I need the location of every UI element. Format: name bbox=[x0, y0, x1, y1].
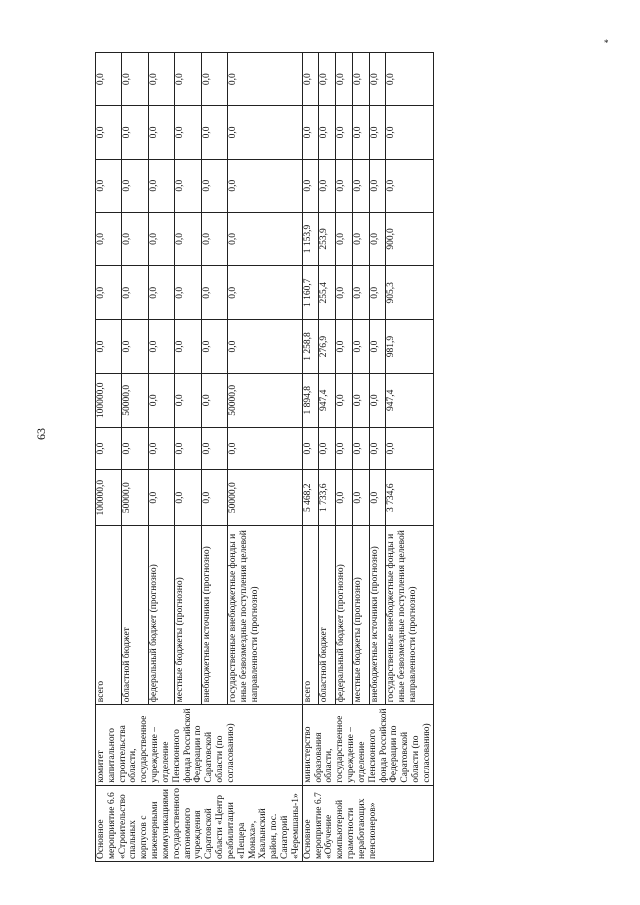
funding-source-cell: местные бюджеты (прогнозно) bbox=[352, 526, 369, 705]
amount-cell: 0,0 bbox=[122, 53, 148, 106]
amount-cell: 0,0 bbox=[175, 266, 201, 320]
amount-cell: 0,0 bbox=[175, 427, 201, 469]
event-name-cell: Основное мероприятие 6.6 «Строительство спальных корпусов с инженерными коммуникациями государственного автономного учреждения Саратовской области «Центр реабилитации «Пещера Монаха», Хвалынский район, пос. Санаторий «Черемшаны-1» bbox=[96, 785, 303, 861]
amount-cell: 0,0 bbox=[352, 106, 369, 159]
amount-cell: 905,3 bbox=[386, 266, 433, 320]
amount-cell: 0,0 bbox=[175, 53, 201, 106]
amount-cell: 0,0 bbox=[302, 106, 319, 159]
amount-cell: 0,0 bbox=[122, 159, 148, 212]
amount-cell: 0,0 bbox=[96, 427, 122, 469]
amount-cell: 0,0 bbox=[96, 212, 122, 265]
amount-cell: 0,0 bbox=[201, 427, 227, 469]
amount-cell: 0,0 bbox=[336, 320, 353, 373]
amount-cell: 253,9 bbox=[319, 212, 336, 265]
amount-cell: 0,0 bbox=[122, 266, 148, 320]
amount-cell: 50000,0 bbox=[227, 470, 302, 526]
amount-cell: 0,0 bbox=[319, 427, 336, 469]
amount-cell: 0,0 bbox=[122, 427, 148, 469]
amount-cell: 3 734,6 bbox=[386, 470, 433, 526]
amount-cell: 0,0 bbox=[201, 212, 227, 265]
amount-cell: 0,0 bbox=[201, 320, 227, 373]
amount-cell: 0,0 bbox=[336, 373, 353, 427]
event-name-cell: Основное мероприятие 6.7 «Обучение компьютерной грамотности неработающих пенсионеров» bbox=[302, 785, 433, 861]
amount-cell: 0,0 bbox=[336, 159, 353, 212]
table-row bbox=[302, 53, 319, 862]
amount-cell: 0,0 bbox=[227, 320, 302, 373]
amount-cell: 0,0 bbox=[386, 106, 433, 159]
executor-cell: комитет капитального строительства области, государственное учреждение – отделение Пенсионного фонда Российской Федерации по Саратовской области (по согласованию) bbox=[96, 705, 303, 785]
rotated-table-container bbox=[95, 52, 470, 862]
amount-cell: 0,0 bbox=[201, 266, 227, 320]
funding-source-cell: федеральный бюджет (прогнозно) bbox=[148, 526, 174, 705]
amount-cell: 0,0 bbox=[96, 266, 122, 320]
amount-cell: 0,0 bbox=[201, 106, 227, 159]
amount-cell: 0,0 bbox=[175, 106, 201, 159]
amount-cell: 1 258,8 bbox=[302, 320, 319, 373]
amount-cell: 0,0 bbox=[148, 106, 174, 159]
amount-cell: 0,0 bbox=[369, 427, 386, 469]
amount-cell: 0,0 bbox=[352, 159, 369, 212]
amount-cell: 0,0 bbox=[369, 53, 386, 106]
amount-cell: 0,0 bbox=[227, 427, 302, 469]
amount-cell: 1 153,9 bbox=[302, 212, 319, 265]
amount-cell: 0,0 bbox=[302, 427, 319, 469]
amount-cell: 0,0 bbox=[336, 106, 353, 159]
amount-cell: 0,0 bbox=[175, 159, 201, 212]
funding-source-cell: областной бюджет bbox=[122, 526, 148, 705]
amount-cell: 0,0 bbox=[227, 53, 302, 106]
amount-cell: 50000,0 bbox=[227, 373, 302, 427]
table-row bbox=[96, 53, 122, 862]
amount-cell: 50000,0 bbox=[122, 470, 148, 526]
amount-cell: 0,0 bbox=[96, 106, 122, 159]
amount-cell: 0,0 bbox=[148, 320, 174, 373]
amount-cell: 0,0 bbox=[96, 53, 122, 106]
amount-cell: 0,0 bbox=[352, 373, 369, 427]
funding-source-cell: всего bbox=[302, 526, 319, 705]
amount-cell: 0,0 bbox=[319, 53, 336, 106]
amount-cell: 0,0 bbox=[148, 266, 174, 320]
amount-cell: 1 733,6 bbox=[319, 470, 336, 526]
funding-source-cell: внебюджетные источники (прогнозно) bbox=[369, 526, 386, 705]
amount-cell: 0,0 bbox=[302, 53, 319, 106]
funding-table bbox=[95, 52, 434, 862]
amount-cell: 0,0 bbox=[175, 212, 201, 265]
amount-cell: 5 468,2 bbox=[302, 470, 319, 526]
amount-cell: 0,0 bbox=[369, 266, 386, 320]
amount-cell: 276,9 bbox=[319, 320, 336, 373]
amount-cell: 0,0 bbox=[352, 470, 369, 526]
amount-cell: 0,0 bbox=[148, 53, 174, 106]
amount-cell: 0,0 bbox=[336, 266, 353, 320]
funding-source-cell: всего bbox=[96, 526, 122, 705]
amount-cell: 0,0 bbox=[352, 266, 369, 320]
amount-cell: 0,0 bbox=[319, 106, 336, 159]
amount-cell: 0,0 bbox=[369, 373, 386, 427]
corner-mark: * bbox=[604, 38, 609, 48]
amount-cell: 50000,0 bbox=[122, 373, 148, 427]
amount-cell: 0,0 bbox=[96, 159, 122, 212]
amount-cell: 0,0 bbox=[369, 106, 386, 159]
executor-cell: министерство образования области, государственное учреждение – отделение Пенсионного фонда Российской Федерации по Саратовской области (по согласованию) bbox=[302, 705, 433, 785]
amount-cell: 0,0 bbox=[96, 320, 122, 373]
amount-cell: 0,0 bbox=[227, 159, 302, 212]
amount-cell: 947,4 bbox=[386, 373, 433, 427]
amount-cell: 0,0 bbox=[201, 159, 227, 212]
funding-source-cell: областной бюджет bbox=[319, 526, 336, 705]
amount-cell: 0,0 bbox=[352, 53, 369, 106]
amount-cell: 0,0 bbox=[336, 212, 353, 265]
amount-cell: 0,0 bbox=[386, 159, 433, 212]
amount-cell: 0,0 bbox=[122, 212, 148, 265]
page-number: 63 bbox=[34, 428, 48, 440]
amount-cell: 0,0 bbox=[227, 266, 302, 320]
amount-cell: 0,0 bbox=[148, 427, 174, 469]
amount-cell: 0,0 bbox=[369, 320, 386, 373]
amount-cell: 255,4 bbox=[319, 266, 336, 320]
amount-cell: 900,0 bbox=[386, 212, 433, 265]
funding-source-cell: внебюджетные источники (прогнозно) bbox=[201, 526, 227, 705]
amount-cell: 981,9 bbox=[386, 320, 433, 373]
amount-cell: 0,0 bbox=[148, 470, 174, 526]
funding-source-cell: государственные внебюджетные фонды и иные безвозмездные поступления целевой направленности (прогнозно) bbox=[227, 526, 302, 705]
amount-cell: 0,0 bbox=[175, 373, 201, 427]
amount-cell: 0,0 bbox=[319, 159, 336, 212]
amount-cell: 0,0 bbox=[369, 470, 386, 526]
amount-cell: 0,0 bbox=[386, 53, 433, 106]
amount-cell: 0,0 bbox=[352, 427, 369, 469]
funding-source-cell: местные бюджеты (прогнозно) bbox=[175, 526, 201, 705]
amount-cell: 0,0 bbox=[122, 106, 148, 159]
amount-cell: 1 160,7 bbox=[302, 266, 319, 320]
amount-cell: 100000,0 bbox=[96, 470, 122, 526]
amount-cell: 0,0 bbox=[201, 470, 227, 526]
amount-cell: 0,0 bbox=[336, 53, 353, 106]
table-body bbox=[96, 53, 434, 862]
amount-cell: 0,0 bbox=[148, 212, 174, 265]
amount-cell: 0,0 bbox=[336, 470, 353, 526]
amount-cell: 0,0 bbox=[175, 470, 201, 526]
amount-cell: 947,4 bbox=[319, 373, 336, 427]
amount-cell: 0,0 bbox=[369, 212, 386, 265]
amount-cell: 1 894,8 bbox=[302, 373, 319, 427]
amount-cell: 0,0 bbox=[201, 53, 227, 106]
amount-cell: 0,0 bbox=[336, 427, 353, 469]
amount-cell: 100000,0 bbox=[96, 373, 122, 427]
amount-cell: 0,0 bbox=[386, 427, 433, 469]
amount-cell: 0,0 bbox=[302, 159, 319, 212]
amount-cell: 0,0 bbox=[175, 320, 201, 373]
amount-cell: 0,0 bbox=[148, 373, 174, 427]
amount-cell: 0,0 bbox=[369, 159, 386, 212]
funding-source-cell: федеральный бюджет (прогнозно) bbox=[336, 526, 353, 705]
amount-cell: 0,0 bbox=[148, 159, 174, 212]
amount-cell: 0,0 bbox=[227, 106, 302, 159]
amount-cell: 0,0 bbox=[352, 320, 369, 373]
amount-cell: 0,0 bbox=[352, 212, 369, 265]
amount-cell: 0,0 bbox=[227, 212, 302, 265]
amount-cell: 0,0 bbox=[122, 320, 148, 373]
funding-source-cell: государственные внебюджетные фонды и иные безвозмездные поступления целевой направленности (прогнозно) bbox=[386, 526, 433, 705]
amount-cell: 0,0 bbox=[201, 373, 227, 427]
